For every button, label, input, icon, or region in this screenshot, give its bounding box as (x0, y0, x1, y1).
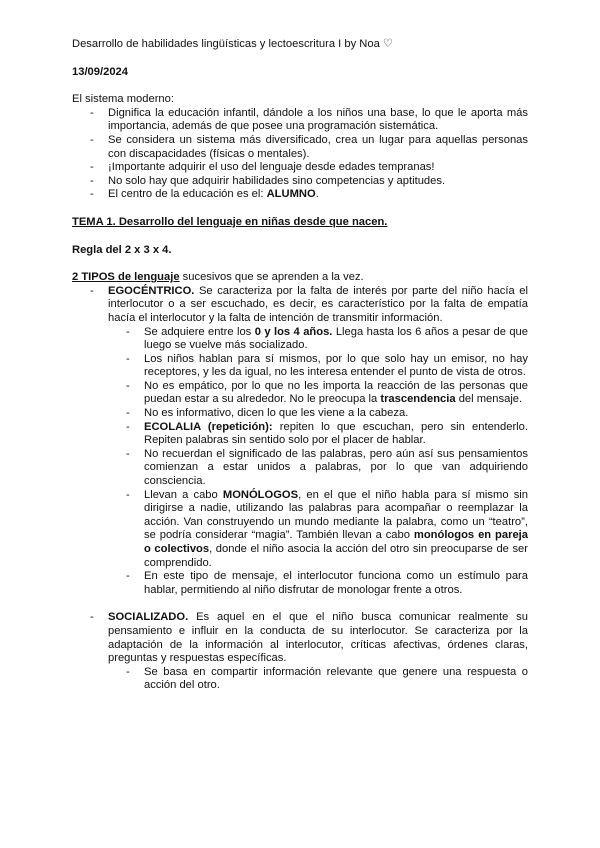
dash-bullet-icon: - (126, 352, 130, 365)
dash-bullet-icon: - (126, 665, 130, 678)
dash-bullet-icon: - (90, 133, 94, 146)
list-item: - No solo hay que adquirir habilidades sino competencias y aptitudes. (90, 174, 446, 187)
topic-title: TEMA 1. Desarrollo del lenguaje en niñas desde que nacen. (72, 215, 388, 228)
list-item: - No recuerdan el significado de las palabras, pero aún así sus pensamientos comienzan a estar unidos a palabras, por lo que van adquiriendo consciencia. (126, 447, 528, 488)
types-list-2 (72, 611, 528, 693)
dash-bullet-icon: - (126, 570, 130, 583)
list-item-socializado: - SOCIALIZADO. Es aquel en el que el niño busca comunicar realmente su pensamiento e influir en la conducta de su interlocutor. Se caracteriza por la adaptación de la información al interlocutor, críticas afectivas, órdenes claras, preguntas y respuestas específicas. - Se basa en compartir información relevante que genere una respuesta o acción del otro. (90, 611, 528, 692)
dash-bullet-icon: - (90, 284, 94, 297)
dash-bullet-icon: - (90, 188, 94, 201)
document-header: Desarrollo de habilidades lingüísticas y lectoescritura I by Noa ♡ (72, 38, 393, 50)
document-page (72, 38, 528, 693)
egocentrico-sublist (108, 326, 528, 598)
socializado-sublist (108, 666, 528, 693)
rule-heading: Regla del 2 x 3 x 4. (72, 243, 172, 256)
list-item: - En este tipo de mensaje, el interlocutor funciona como un estímulo para hablar, permitiendo al niño disfrutar de monologar frente a otros. (126, 570, 528, 596)
list-item: - Llevan a cabo MONÓLOGOS, en el que el niño habla para sí mismo sin dirigirse a nadie, utilizando las palabras para acompañar o reemplazar la acción. Van construyendo un mundo mediante la palabra, como un “teatro”, se podría considerar “magia”. También llevan a cabo monólogos en pareja o colectivos, donde el niño asocia la acción del otro sin preocuparse de ser comprendido. (126, 488, 528, 569)
dash-bullet-icon: - (126, 407, 130, 420)
dash-bullet-icon: - (126, 379, 130, 392)
list-item-egocentrico: - EGOCÉNTRICO. Se caracteriza por la falta de interés por parte del niño hacía el interlocutor o a ser escuchado, es decir, es característico por la falta de empatía hacía el interlocutor y la falta de intención de transmitir información. - Se adquiere entre los 0 y los 4 años. Llega hasta los 6 años a pesar de que luego se vuelve más socializado. - Los niños hablan para sí mismos, por lo que solo hay un emisor, no hay receptores, y les da igual, no les interesa entender el punto de vista de otros. - No es empático, por lo que no les importa la reacción de las personas que puedan estar a su alrededor. No le preocupa la trascendencia del mensaje. - No es informativo, dicen lo que les viene a la cabeza. - ECOLALIA (repetición): repiten lo que escuchan, pero sin entenderlo. Repiten palabras sin sentido solo por el placer de hablar. - No recuerdan el significado de las palabras, pero aún así sus pensamientos comienzan a estar unidos a palabras, por lo que van adquiriendo consciencia. - Llevan a cabo MONÓLOGOS, en el que el niño habla para sí mismo sin dirigirse a nadie, utilizando las palabras para acompañar o reemplazar la acción. Van construyendo un mundo mediante la palabra, como un “teatro”, se podría considerar “magia”. También llevan a cabo monólogos en pareja o colectivos, donde el niño asocia la acción del otro sin preocuparse de ser comprendido. - En este tipo de mensaje, el interlocutor funciona como un estímulo para hablar, permitiendo al niño disfrutar de monologar frente a otros. (90, 284, 528, 596)
dash-bullet-icon: - (90, 161, 94, 174)
list-item: - No es informativo, dicen lo que les viene a la cabeza. (126, 407, 409, 420)
list-item: - ¡Importante adquirir el uso del lenguaje desde edades tempranas! (90, 161, 435, 174)
list-item: - Se considera un sistema más diversificado, crea un lugar para aquellas personas con discapacidades (físicas o mentales). (90, 133, 528, 160)
types-list (72, 285, 528, 598)
dash-bullet-icon: - (90, 611, 94, 624)
dash-bullet-icon: - (126, 488, 130, 501)
list-item: - Se basa en compartir información relevante que genere una respuesta o acción del otro. (126, 665, 528, 692)
list-item: - Los niños hablan para sí mismos, por lo que solo hay un emisor, no hay receptores, y les da igual, no les interesa entender el punto de vista de otros. (126, 352, 528, 379)
date: 13/09/2024 (72, 65, 128, 78)
types-heading: 2 TIPOS de lenguaje sucesivos que se aprenden a la vez. (72, 271, 364, 284)
list-item: - No es empático, por lo que no les importa la reacción de las personas que puedan estar a su alrededor. No le preocupa la trascendencia del mensaje. (126, 379, 528, 406)
dash-bullet-icon: - (126, 325, 130, 338)
list-item: - ECOLALIA (repetición): repiten lo que escuchan, pero sin entenderlo. Repiten palabras sin sentido solo por el placer de hablar. (126, 420, 528, 447)
dash-bullet-icon: - (126, 447, 130, 460)
dash-bullet-icon: - (90, 106, 94, 119)
intro-list (72, 107, 528, 202)
list-item: - Dignifica la educación infantil, dándole a los niños una base, lo que le aporta más importancia, además de que posee una programación sistemática. (90, 106, 528, 133)
dash-bullet-icon: - (126, 420, 130, 433)
list-item: - El centro de la educación es el: ALUMNO. (90, 188, 319, 201)
intro-heading: El sistema moderno: (72, 93, 174, 106)
dash-bullet-icon: - (90, 174, 94, 187)
list-item: - Se adquiere entre los 0 y los 4 años. Llega hasta los 6 años a pesar de que luego se vuelve más socializado. (126, 325, 528, 352)
